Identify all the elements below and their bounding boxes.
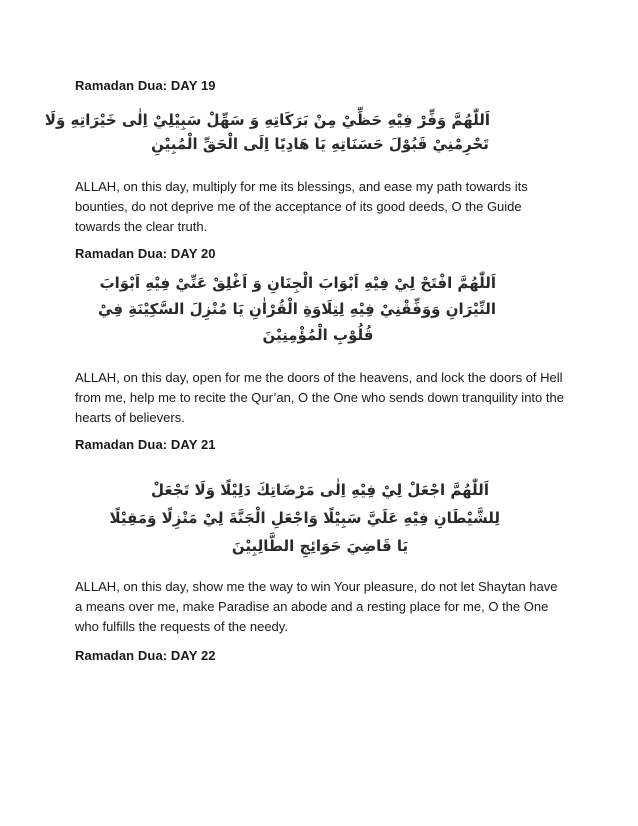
day-20-translation: ALLAH, on this day, open for me the doors of the heavens, and lock the doors of Hell from me, help me to recite the Qur’an, O the One who sends down tranquility into the hearts of believers.: [75, 370, 564, 425]
arabic-line: النِّيْرَانِ وَوَفِّقْنِيْ فِيْهِ لِتِلَاوَةِ الْقُرْاٰنِ يَا مُنْزِلَ السَّكِيْنَةِ فِيْ: [98, 300, 496, 318]
arabic-line: اَللّٰهُمَّ افْتَحْ لِيْ فِيْهِ اَبْوَابَ الْجِنَانِ وَ اَغْلِقْ عَنِّيْ فِيْهِ اَبْوَابَ: [99, 274, 496, 292]
day-19-heading: Ramadan Dua: DAY 19: [75, 78, 216, 93]
day-20-arabic-dua: [98, 270, 496, 348]
arabic-line: تَحْرِمْنِيْ قَبُوْلَ حَسَنَاتِهِ يَا هَادِيًا اِلَى الْحَقِّ الْمُبِيْنِ: [151, 135, 489, 153]
arabic-line: اَللّٰهُمَّ وَفِّرْ فِيْهِ حَظِّيْ مِنْ بَرَكَاتِهِ وَ سَهِّلْ سَبِيْلِيْ اِلٰى خَيْرَاتِهِ وَلَا: [44, 111, 490, 129]
day-20-heading: Ramadan Dua: DAY 20: [75, 246, 216, 261]
arabic-line: لِلشَّيْطَانِ فِيْهِ عَلَيَّ سَبِيْلًا وَاجْعَلِ الْجَنَّةَ لِيْ مَنْزِلًا وَمَقِيْلًا: [109, 509, 500, 527]
day-21-heading: Ramadan Dua: DAY 21: [75, 437, 216, 452]
day-19-translation: ALLAH, on this day, multiply for me its blessings, and ease my path towards its bounties, do not deprive me of the acceptance of its good deeds, O the Guide towards the clear truth.: [75, 179, 528, 234]
day-19-arabic-dua: [44, 108, 490, 156]
arabic-line: قُلُوْبِ الْمُؤْمِنِيْنَ: [262, 326, 374, 344]
day-21-translation: ALLAH, on this day, show me the way to win Your pleasure, do not let Shaytan have a means over me, make Paradise an abode and a resting place for me, O the One who fulfills the requests of the needy.: [75, 579, 558, 634]
arabic-line: اَللّٰهُمَّ اجْعَلْ لِيْ فِيْهِ اِلٰى مَرْضَاتِكَ دَلِيْلًا وَلَا تَجْعَلْ: [151, 481, 489, 499]
arabic-line: يَا قَاضِيَ حَوَائِجِ الطَّالِبِيْنَ: [231, 537, 409, 555]
day-22-heading: Ramadan Dua: DAY 22: [75, 648, 216, 663]
day-21-arabic-dua: [109, 476, 500, 560]
